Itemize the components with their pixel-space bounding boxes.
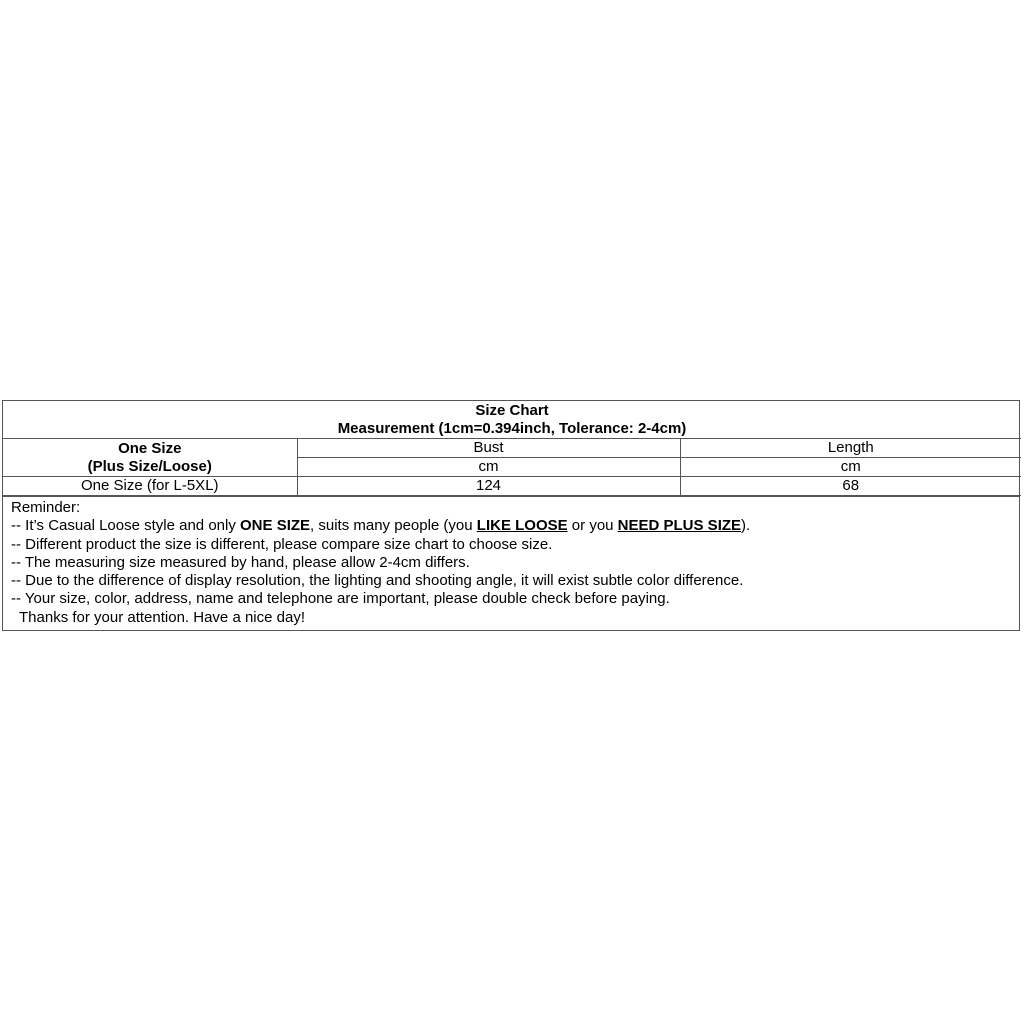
table-row <box>3 477 1021 496</box>
reminder-like-loose: LIKE LOOSE <box>476 517 568 535</box>
chart-subtitle: Measurement (1cm=0.394inch, Tolerance: 2-4cm) <box>337 419 687 437</box>
reminder-line-3: -- The measuring size measured by hand, please allow 2-4cm differs. <box>11 553 470 571</box>
reminder-line-1-part4: ). <box>741 517 751 535</box>
reminder-line-4: -- Due to the difference of display resolution, the lighting and shooting angle, it will exist subtle color difference. <box>11 572 744 590</box>
reminder-line-1 <box>11 517 1011 535</box>
size-header-line1: One Size <box>118 439 182 457</box>
row-label: One Size (for L-5XL) <box>3 477 297 496</box>
size-header-cell <box>3 439 297 477</box>
reminder-line-6: Thanks for your attention. Have a nice day! <box>19 608 305 626</box>
reminder-heading: Reminder: <box>11 499 81 516</box>
value-length: 68 <box>680 477 1021 496</box>
column-header-length: Length <box>680 439 1021 458</box>
size-header-line2: (Plus Size/Loose) <box>87 457 212 475</box>
column-header-bust: Bust <box>297 439 680 458</box>
reminder-line-1-part3: or you <box>567 517 618 535</box>
reminder-need-plus-size: NEED PLUS SIZE <box>617 517 742 535</box>
size-table <box>3 401 1021 496</box>
reminder-section <box>3 496 1019 630</box>
value-bust: 124 <box>297 477 680 496</box>
reminder-line-2: -- Different product the size is different, please compare size chart to choose size. <box>11 535 553 553</box>
reminder-line-1-part1: -- It’s Casual Loose style and only <box>11 517 241 535</box>
reminder-one-size: ONE SIZE <box>240 517 311 535</box>
unit-length: cm <box>680 458 1021 477</box>
chart-title: Size Chart <box>475 401 549 419</box>
size-chart <box>2 400 1020 631</box>
reminder-line-1-part2: , suits many people (you <box>310 517 477 535</box>
chart-title-cell <box>3 401 1021 439</box>
unit-bust: cm <box>297 458 680 477</box>
reminder-line-5: -- Your size, color, address, name and telephone are important, please double check before paying. <box>11 590 670 608</box>
